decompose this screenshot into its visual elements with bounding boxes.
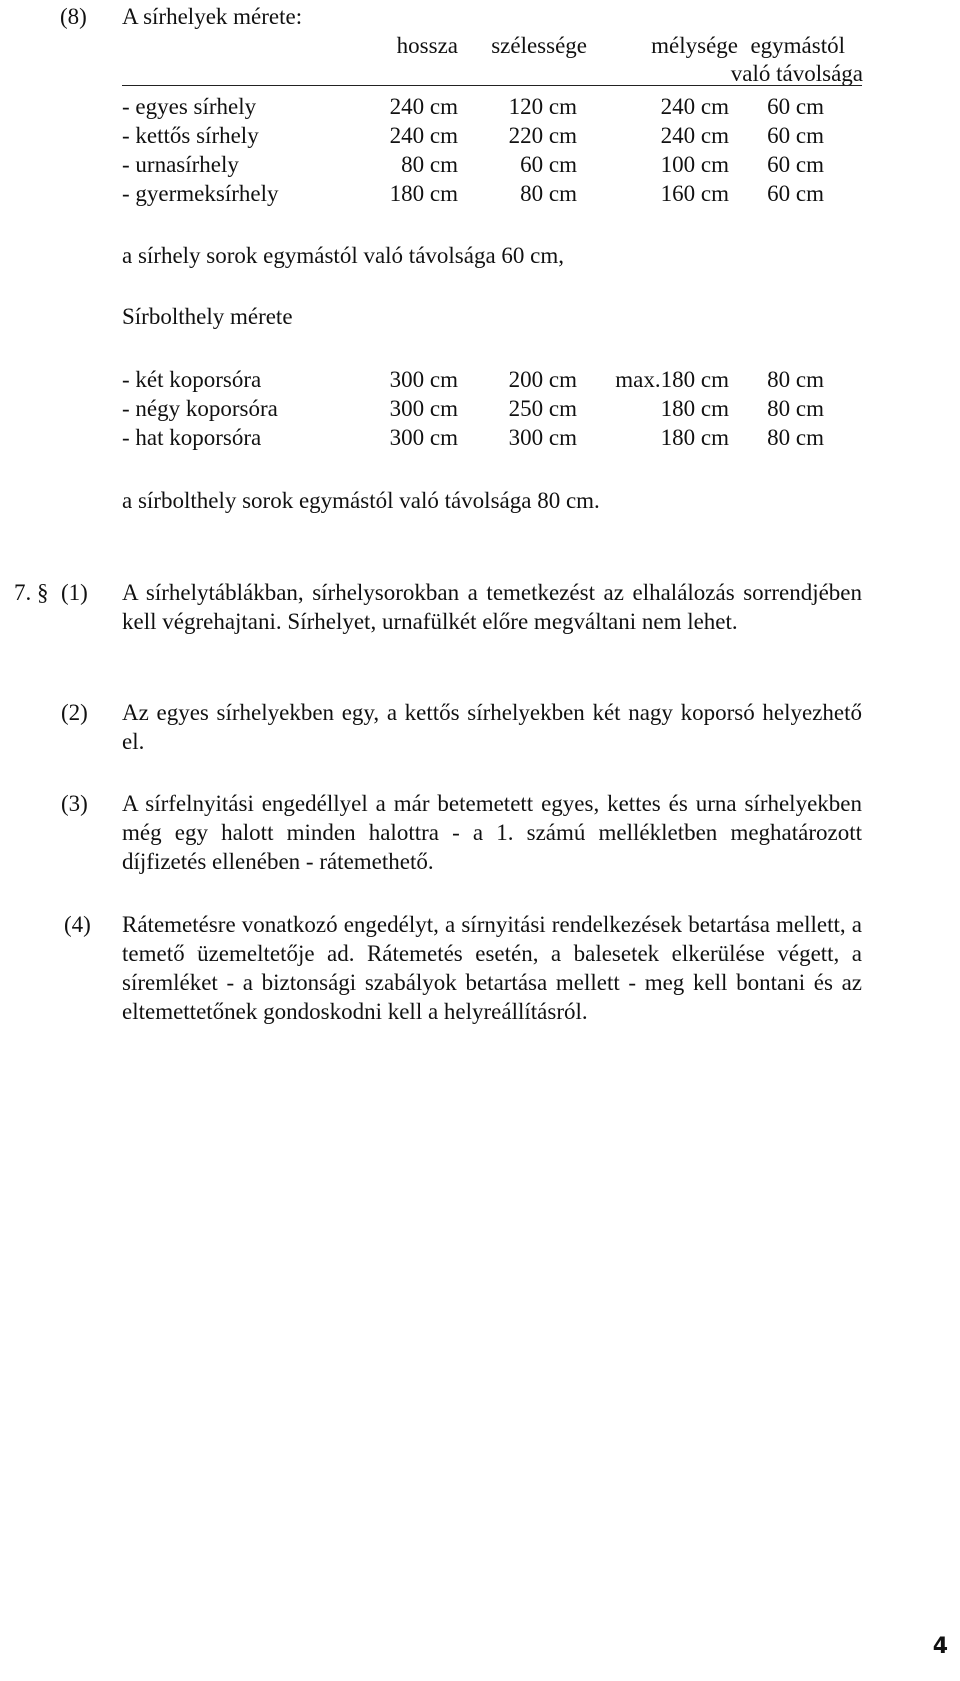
cell-length: 300 cm <box>389 425 458 450</box>
col-header-depth: mélysége <box>651 33 738 58</box>
cell-length: 240 cm <box>389 123 458 148</box>
cell-length: 80 cm <box>401 152 458 177</box>
page-number: 4 <box>932 1634 948 1659</box>
cell-length: 180 cm <box>389 181 458 206</box>
paragraph-number: (4) <box>64 912 91 937</box>
row-label: - négy koporsóra <box>122 396 278 421</box>
section-title: A sírhelyek mérete: <box>122 4 303 29</box>
cell-distance: 60 cm <box>767 123 824 148</box>
cell-width: 120 cm <box>508 94 577 119</box>
cell-distance: 80 cm <box>767 425 824 450</box>
col-header-distance: egymástól <box>750 33 845 58</box>
cell-depth: 240 cm <box>660 123 729 148</box>
paragraph-text: A sírhelytáblákban, sírhelysorokban a temetkezést az elhalálozás sorrendjében kell végrehajtani. Sírhelyet, urnafülkét előre megváltani nem lehet. <box>122 580 862 634</box>
cell-depth: max.180 cm <box>615 367 729 392</box>
col-header-width: szélessége <box>491 33 587 58</box>
row-label: - urnasírhely <box>122 152 239 177</box>
cell-length: 240 cm <box>389 94 458 119</box>
paragraph-number: (3) <box>61 791 88 816</box>
cell-width: 300 cm <box>508 425 577 450</box>
paragraph-number: (2) <box>61 700 88 725</box>
header-divider <box>122 85 862 86</box>
cell-distance: 60 cm <box>767 152 824 177</box>
cell-distance: 80 cm <box>767 396 824 421</box>
paragraph-text: A sírfelnyitási engedéllyel a már betemetett egyes, kettes és urna sírhelyekben még egy halott minden halottra - a 1. számú mellékletben meghatározott díjfizetés ellenében - rátemethető. <box>122 791 862 874</box>
cell-depth: 160 cm <box>660 181 729 206</box>
cell-width: 200 cm <box>508 367 577 392</box>
cell-width: 80 cm <box>520 181 577 206</box>
crypt-title: Sírbolthely mérete <box>122 304 293 329</box>
cell-depth: 180 cm <box>660 396 729 421</box>
cell-depth: 180 cm <box>660 425 729 450</box>
cell-width: 250 cm <box>508 396 577 421</box>
row-label: - gyermeksírhely <box>122 181 279 206</box>
cell-width: 220 cm <box>508 123 577 148</box>
cell-distance: 80 cm <box>767 367 824 392</box>
col-header-distance-2: való távolsága <box>730 61 863 86</box>
cell-width: 60 cm <box>520 152 577 177</box>
row-label: - két koporsóra <box>122 367 262 392</box>
paragraph-text: Az egyes sírhelyekben egy, a kettős sírhelyekben két nagy koporsó helyezhető el. <box>122 700 862 754</box>
cell-distance: 60 cm <box>767 181 824 206</box>
row-label: - kettős sírhely <box>122 123 259 148</box>
paragraph-text: Rátemetésre vonatkozó engedélyt, a sírnyitási rendelkezések betartása mellett, a temető üzemeltetője ad. Rátemetés esetén, a balesetek elkerülése végett, a síremléket - a biztonsági szabályok betartása mellett - meg kell bontani és az eltemettetőnek gondoskodni kell a helyreállításról. <box>122 912 862 1024</box>
row-label: - hat koporsóra <box>122 425 262 450</box>
grave-row-distance: a sírhely sorok egymástól való távolsága 60 cm, <box>122 243 565 268</box>
cell-length: 300 cm <box>389 396 458 421</box>
cell-length: 300 cm <box>389 367 458 392</box>
paragraph-number: (1) <box>61 580 88 605</box>
section-7-heading: 7. § <box>14 580 49 605</box>
crypt-row-distance: a sírbolthely sorok egymástól való távolsága 80 cm. <box>122 488 600 513</box>
cell-depth: 100 cm <box>660 152 729 177</box>
cell-distance: 60 cm <box>767 94 824 119</box>
cell-depth: 240 cm <box>660 94 729 119</box>
row-label: - egyes sírhely <box>122 94 257 119</box>
col-header-length: hossza <box>396 33 458 58</box>
section-number: (8) <box>60 4 87 29</box>
